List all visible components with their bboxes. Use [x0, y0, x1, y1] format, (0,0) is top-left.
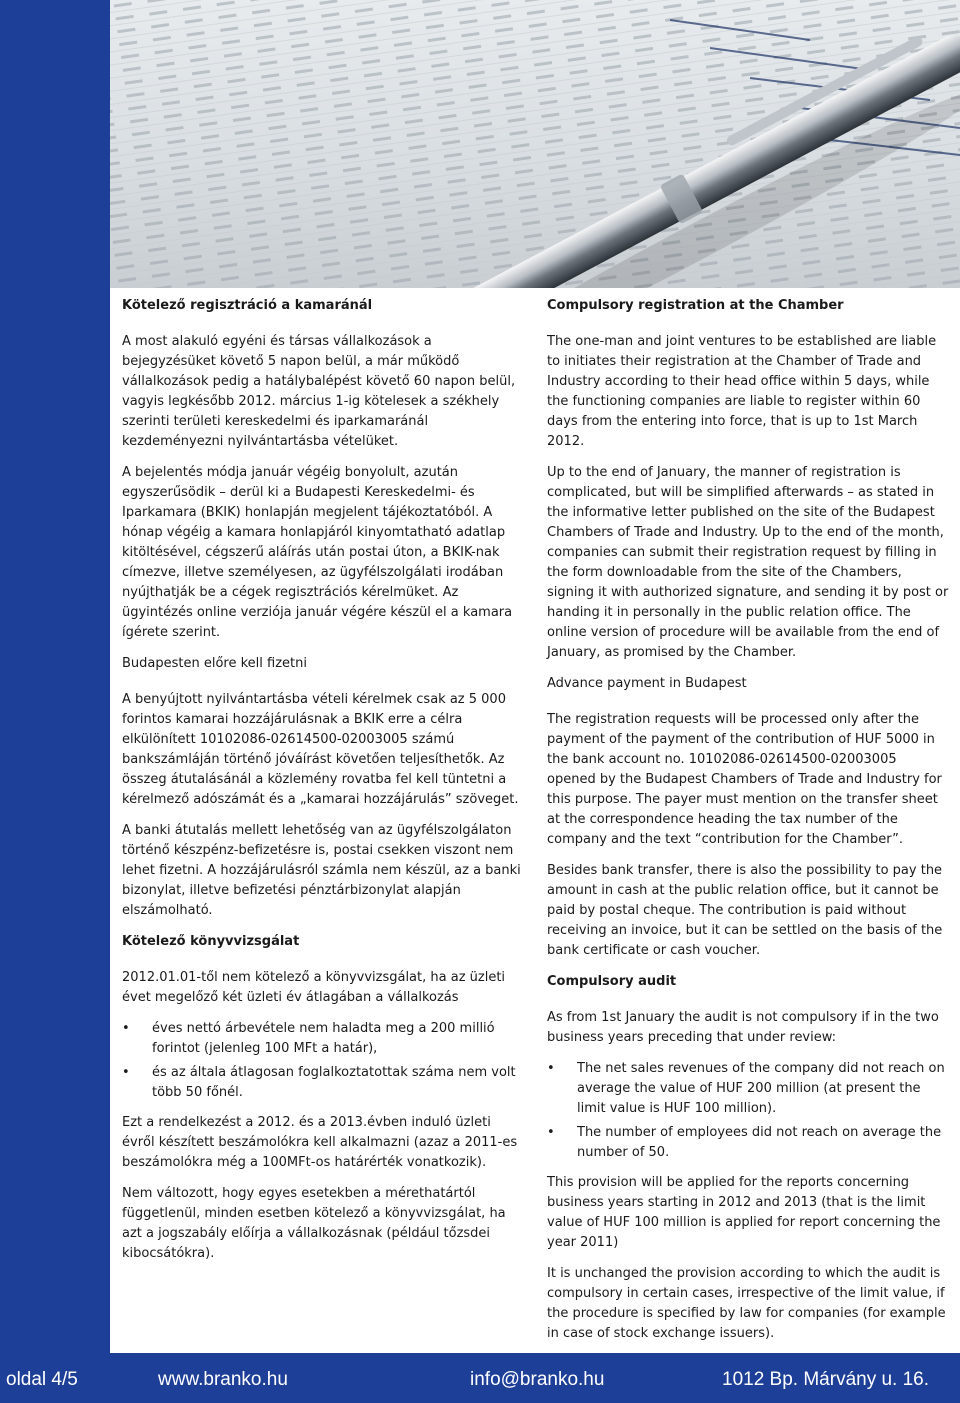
en-section-title-registration: Compulsory registration at the Chamber — [547, 298, 844, 313]
pen-on-spreadsheet-illustration — [110, 0, 960, 288]
website-link[interactable]: www.branko.hu — [158, 1369, 288, 1390]
hu-paragraph: Nem változott, hogy egyes esetekben a mérethatártól függetlenül, minden esetben kötelező a könyvvizsgálat, ha azt a jogszabály előírja a vállalkozásnak (például tőzsdei kibocsátókra). — [122, 1186, 506, 1261]
hu-paragraph: A banki átutalás mellett lehetőség van az ügyfélszolgálaton történő készpénz-befizetésre is, postai csekken viszont nem lehet fizetni. A hozzájárulásról számla nem készül, az a banki bizonylat, illetve befizetési pénztárbizonylat alapján elszámolható. — [122, 823, 521, 918]
en-bullet-item: • The number of employees did not reach on average the number of 50. — [547, 1123, 949, 1163]
en-section-title-advance-payment: Advance payment in Budapest — [547, 676, 747, 691]
hu-paragraph: A bejelentés módja január végéig bonyolult, azután egyszerűsödik – derül ki a Budapesti Kereskedelmi- és Iparkamara (BKIK) honlapján megjelent tájékoztatóból. A hónap végéig a kamara honlapjáról kinyomtatható adatlap kitöltésével, cégszerű aláírás után postai úton, a BKIK-nak címezve, illetve személyesen, az ügyfélszolgálati irodában nyújthatják be a cégek regisztrációs kérelmüket. Az ügyintézés online verziója január végére készül el a kamara ígérete szerint. — [122, 465, 513, 640]
en-section-title-audit: Compulsory audit — [547, 974, 677, 989]
en-paragraph: As from 1st January the audit is not compulsory if in the two business years preceding that under review: — [547, 1010, 939, 1045]
page-number: oldal 4/5 — [6, 1369, 78, 1390]
en-paragraph: It is unchanged the provision according to which the audit is compulsory in certain cases, irrespective of the limit value, if the procedure is specified by law for companies (for example in case of stock exchange issuers). — [547, 1266, 946, 1341]
hu-bullet-list — [122, 1019, 524, 1103]
en-bullet-item: • The net sales revenues of the company did not reach on average the value of HUF 200 million (at present the limit value is HUF 100 million). — [547, 1059, 949, 1119]
side-accent-bar — [0, 0, 110, 1353]
hungarian-column — [122, 296, 524, 1275]
hu-section-title-advance-payment: Budapesten előre kell fizetni — [122, 656, 307, 671]
hu-section-title-registration: Kötelező regisztráció a kamaránál — [122, 298, 373, 313]
hu-section-title-audit: Kötelező könyvvizsgálat — [122, 934, 300, 949]
email-link[interactable]: info@branko.hu — [470, 1369, 605, 1390]
hu-paragraph: 2012.01.01-től nem kötelező a könyvvizsgálat, ha az üzleti évet megelőző két üzleti év átlagában a vállalkozás — [122, 970, 506, 1005]
hu-paragraph: Ezt a rendelkezést a 2012. és a 2013.évben induló üzleti évről készített beszámolókra kell alkalmazni (azaz a 2011-es beszámolókra még a 100MFt-os határérték vonatkozik). — [122, 1115, 518, 1170]
hu-bullet-item: • éves nettó árbevétele nem haladta meg a 200 millió forintot (jelenleg 100 MFt a határ), — [122, 1019, 524, 1059]
header-photo — [110, 0, 960, 288]
english-column — [547, 296, 949, 1355]
en-paragraph: The registration requests will be processed only after the payment of the payment of the contribution of HUF 5000 in the bank account no. 10102086-02614500-02003005 opened by the Budapest Chambers of Trade and Industry for this purpose. The payer must mention on the transfer sheet at the correspondence heading the tax number of the company and the text “contribution for the Chamber”. — [547, 712, 942, 847]
en-paragraph: Besides bank transfer, there is also the possibility to pay the amount in cash at the public relation office, but it cannot be paid by postal cheque. The contribution is paid without receiving an invoice, but it can be settled on the basis of the bank certificate or cash voucher. — [547, 863, 943, 958]
hu-bullet-item: • és az általa átlagosan foglalkoztatottak száma nem volt több 50 főnél. — [122, 1063, 524, 1103]
en-paragraph: This provision will be applied for the reports concerning business years starting in 2012 and 2013 (that is the limit value of HUF 100 million is applied for report concerning the year 2011) — [547, 1175, 941, 1250]
footer-bar — [0, 1353, 960, 1403]
postal-address: 1012 Bp. Márvány u. 16. — [722, 1369, 930, 1390]
en-bullet-list — [547, 1059, 949, 1163]
hu-paragraph: A benyújtott nyilvántartásba vételi kérelmek csak az 5 000 forintos kamarai hozzájárulásnak a BKIK erre a célra elkülönített 10102086-02614500-02003005 számú bankszámláján történő jóváírást követően teljesíthetők. Az összeg átutalásánál a közlemény rovatba fel kell tüntetni a kérelmező adószámát és a „kamarai hozzájárulás” szöveget. — [122, 692, 519, 807]
en-paragraph: Up to the end of January, the manner of registration is complicated, but will be simplified afterwards – as stated in the informative letter published on the site of the Budapest Chambers of Trade and Industry. Up to the end of the month, companies can submit their registration request by filling in the form downloadable from the site of the Chambers, signing it with authorized signature, and sending it by post or handing it in personally in the public relation office. The online version of procedure will be available from the end of January, as promised by the Chamber. — [547, 465, 949, 660]
en-paragraph: The one-man and joint ventures to be established are liable to initiates their registration at the Chamber of Trade and Industry according to their head office within 5 days, while the functioning companies are liable to register within 60 days from the entering into force, that is up to 1st March 2012. — [547, 334, 937, 449]
hu-paragraph: A most alakuló egyéni és társas vállalkozások a bejegyzésüket követő 5 napon belül, a már működő vállalkozások pedig a hatálybalépést követő 60 napon belül, vagyis legkésőbb 2012. március 1-ig kötelesek a székhely szerinti területi kereskedelmi és iparkamaránál kezdeményezni nyilvántartásba vételüket. — [122, 334, 516, 449]
